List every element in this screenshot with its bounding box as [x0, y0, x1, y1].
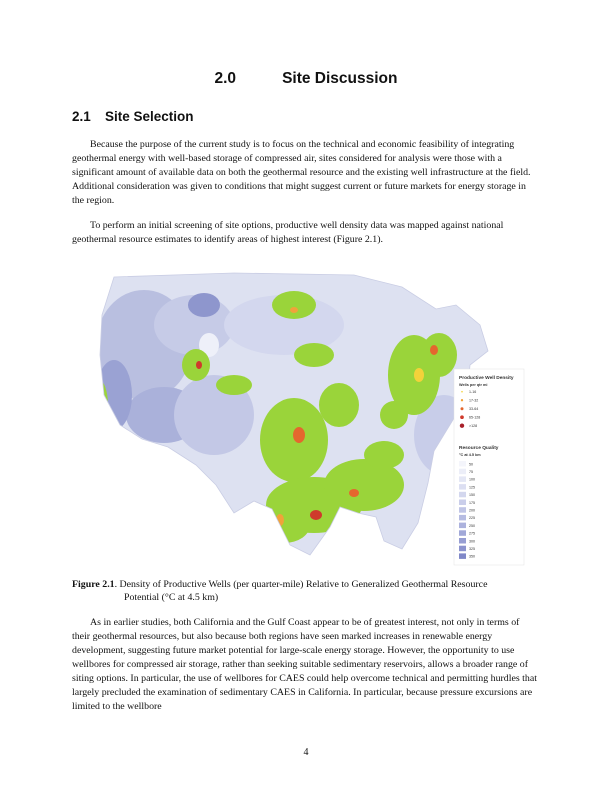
- density-legend-swatch: [460, 424, 464, 428]
- us-map-figure: [84, 265, 526, 570]
- resource-legend-label: 250: [469, 523, 475, 528]
- resource-legend-swatch: [459, 515, 466, 521]
- density-legend-label: 17-32: [469, 398, 479, 403]
- section-heading: [0, 70, 612, 88]
- subsection-title: Site Selection: [105, 109, 194, 124]
- subsection-number: 2.1: [72, 109, 91, 124]
- resource-legend-label: 75: [469, 470, 473, 474]
- resource-legend-label: 325: [469, 547, 475, 551]
- figure-caption: [72, 578, 540, 604]
- density-legend-label: 65-128: [469, 415, 481, 420]
- caption-text-line2: Potential (°C at 4.5 km): [124, 592, 219, 603]
- section-title: Site Discussion: [282, 70, 398, 87]
- resource-legend-swatch: [459, 476, 466, 482]
- map-legend: [454, 369, 524, 565]
- legend-subtitle-resource: °C at 4.5 km: [459, 453, 481, 457]
- density-legend-swatch: [461, 399, 463, 401]
- density-legend-label: >128: [469, 424, 478, 428]
- resource-legend-swatch: [459, 500, 466, 506]
- resource-legend-swatch: [459, 546, 466, 552]
- resource-legend-swatch: [459, 484, 466, 490]
- resource-legend-label: 200: [469, 508, 475, 513]
- resource-legend-swatch: [459, 469, 466, 475]
- resource-legend-label: 150: [469, 493, 475, 498]
- legend-title-resource: Resource Quality: [459, 446, 499, 451]
- density-legend-label: 33-64: [469, 407, 479, 411]
- resource-legend-label: 225: [469, 516, 475, 521]
- resource-legend-swatch: [459, 530, 466, 536]
- resource-legend-label: 50: [469, 462, 473, 467]
- legend-title-density: Productive Well Density: [459, 376, 514, 381]
- subsection-heading: [72, 109, 194, 124]
- resource-legend-label: 175: [469, 500, 475, 505]
- caption-text-line1: . Density of Productive Wells (per quarter-mile) Relative to Generalized Geothermal Resource: [114, 579, 488, 590]
- resource-legend-label: 275: [469, 531, 475, 536]
- section-number: 2.0: [214, 70, 237, 87]
- figure-label: Figure 2.1: [72, 579, 115, 590]
- paragraph-purpose: Because the purpose of the current study is to focus on the technical and economic feasibility of integrating geothermal energy with well-based storage of compressed air, sites considered for analysis were those with a significant amount of available data on both the geothermal resource and the existing well infrastructure at the field. Additional consideration was given to conditions that might suggest current or future markets for energy storage in the region.: [72, 139, 531, 206]
- page-number: 4: [303, 747, 309, 758]
- density-legend-swatch: [461, 391, 463, 393]
- legend-subtitle-density: Wells per qtr mi: [459, 383, 488, 387]
- resource-legend-label: 300: [469, 539, 475, 544]
- resource-legend-swatch: [459, 461, 466, 467]
- figure-map: [84, 265, 526, 570]
- density-legend-label: 1-16: [469, 390, 477, 394]
- resource-legend-label: 350: [469, 554, 475, 559]
- resource-legend-label: 100: [469, 477, 475, 482]
- resource-legend-label: 125: [469, 485, 475, 490]
- paragraph-screening: To perform an initial screening of site options, productive well density data was mapped against national geothermal resource estimates to identify areas of highest interest (Figure 2.1).: [72, 220, 504, 245]
- resource-legend-swatch: [459, 523, 466, 529]
- resource-legend-swatch: [459, 538, 466, 544]
- resource-legend-swatch: [459, 507, 466, 513]
- density-legend-swatch: [461, 407, 464, 410]
- paragraph-earlier-studies: As in earlier studies, both California and the Gulf Coast appear to be of greatest interest, not only in terms of their geothermal resources, but also because both regions have seen marked increases in renewable energy development, suggesting future market potential for large-scale energy storage. However, the opportunity to use wellbores for compressed air storage, rather than seeking suitable sedimentary reservoirs, allows a broader range of siting options. In particular, the use of wellbores for CAES could help overcome technical and permitting hurdles that largely precluded the examination of sedimentary CAES in California. In particular, because pressure excursions are limited to the wellbore: [72, 617, 537, 712]
- resource-legend-swatch: [459, 553, 466, 559]
- density-legend-swatch: [460, 415, 464, 419]
- resource-legend-swatch: [459, 492, 466, 498]
